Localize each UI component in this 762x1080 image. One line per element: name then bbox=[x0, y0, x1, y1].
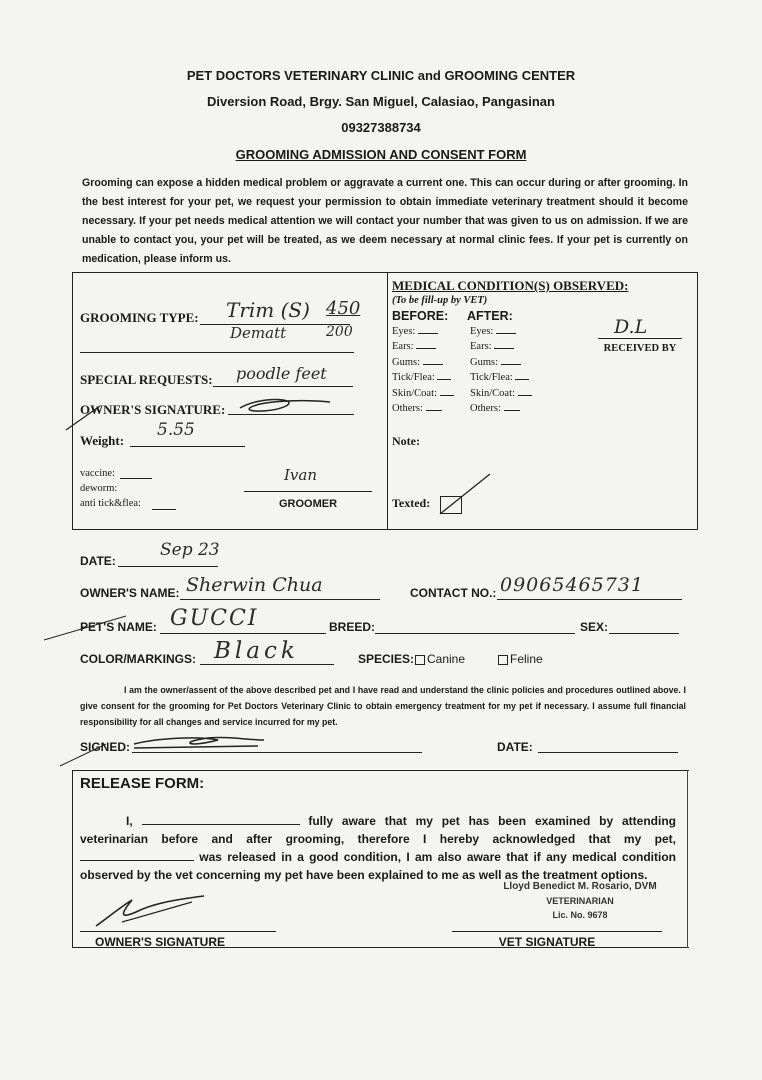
grooming-extra-line bbox=[80, 352, 354, 353]
sex-line bbox=[609, 633, 679, 634]
contact-value: 09065465731 bbox=[500, 574, 644, 596]
weight-label: Weight: bbox=[80, 433, 125, 448]
vet-stamp-license: Lic. No. 9678 bbox=[552, 910, 608, 920]
groomer-value: Ivan bbox=[284, 466, 318, 484]
release-pet-name-blank[interactable] bbox=[80, 860, 194, 861]
breed-label: BREED: bbox=[329, 620, 376, 634]
anti-tick-label: anti tick&flea: bbox=[80, 498, 141, 509]
box-divider bbox=[387, 272, 388, 530]
pet-name-value: GUCCI bbox=[170, 606, 259, 631]
grooming-type-value-1: Trim (S) bbox=[226, 298, 310, 322]
received-by-label: RECEIVED BY bbox=[603, 343, 677, 354]
received-by-value: D.L bbox=[614, 316, 648, 338]
after-label: AFTER: bbox=[467, 309, 513, 323]
canine-label: Canine bbox=[427, 652, 466, 666]
breed-line bbox=[375, 633, 575, 634]
color-line bbox=[200, 664, 334, 665]
clinic-address: Diversion Road, Brgy. San Miguel, Calasiao, Pangasinan bbox=[207, 94, 555, 109]
medical-title: MEDICAL CONDITION(S) OBSERVED: bbox=[392, 278, 629, 293]
contact-label: CONTACT NO.: bbox=[410, 586, 497, 600]
owner-name-label: OWNER'S NAME: bbox=[80, 586, 180, 600]
canine-checkbox[interactable] bbox=[415, 655, 425, 665]
before-item: Gums: bbox=[392, 357, 472, 372]
owner-name-line bbox=[180, 599, 380, 600]
before-item: Ears: bbox=[392, 341, 472, 356]
signed-signature bbox=[58, 728, 278, 770]
after-item: Tick/Flea: bbox=[470, 372, 550, 387]
pet-name-line bbox=[160, 633, 326, 634]
grooming-price-2: 200 bbox=[326, 324, 353, 340]
after-list bbox=[470, 326, 550, 418]
form-title: GROOMING ADMISSION AND CONSENT FORM bbox=[235, 147, 527, 162]
groomer-label: GROOMER bbox=[278, 498, 338, 510]
texted-label: Texted: bbox=[392, 496, 431, 510]
note-label: Note: bbox=[392, 434, 420, 448]
release-title: RELEASE FORM: bbox=[80, 775, 205, 792]
after-item: Eyes: bbox=[470, 326, 550, 341]
consent-paragraph: I am the owner/assent of the above described pet and I have read and understand the clinic policies and procedures outlined above. I give consent for the grooming for Pet Doctors Veterinary Clinic to obtain emergency treatment for my pet if necessary. I assume full financial responsibility for all changes and service incurred for my pet. bbox=[80, 685, 686, 727]
before-item: Eyes: bbox=[392, 326, 472, 341]
color-label: COLOR/MARKINGS: bbox=[80, 652, 196, 666]
after-item: Ears: bbox=[470, 341, 550, 356]
medical-subtitle: (To be fill-up by VET) bbox=[392, 295, 488, 306]
before-item: Skin/Coat: bbox=[392, 388, 472, 403]
special-requests-value: poodle feet bbox=[236, 364, 327, 383]
form-title-wrap bbox=[0, 146, 762, 164]
vet-signature-caption: VET SIGNATURE bbox=[498, 935, 596, 949]
clinic-phone: 09327388734 bbox=[341, 120, 421, 135]
signed-label: SIGNED: bbox=[80, 740, 131, 754]
signed-date-line bbox=[538, 752, 678, 753]
texted-check-mark bbox=[436, 470, 496, 518]
before-item: Tick/Flea: bbox=[392, 372, 472, 387]
vet-stamp-name: Lloyd Benedict M. Rosario, DVM bbox=[503, 881, 657, 892]
vaccine-line bbox=[120, 478, 152, 479]
feline-label: Feline bbox=[510, 652, 543, 666]
before-item: Others: bbox=[392, 403, 472, 418]
weight-value: 5.55 bbox=[157, 420, 195, 440]
vet-stamp-title: VETERINARIAN bbox=[546, 896, 614, 906]
clinic-name: PET DOCTORS VETERINARY CLINIC and GROOMING CENTER bbox=[186, 68, 576, 83]
vet-stamp bbox=[470, 880, 690, 922]
after-item: Skin/Coat: bbox=[470, 388, 550, 403]
owner-signature-caption: OWNER'S SIGNATURE bbox=[95, 935, 225, 949]
color-value: Black bbox=[214, 638, 299, 664]
intro-paragraph: Grooming can expose a hidden medical problem or aggravate a current one. This can occur during or after grooming. In the best interest for your pet, we request your permission to obtain immediate veterinary treatment should it become necessary. If your pet needs medical attention we will contact your number that was given to us on admission. If we are unable to contact you, your pet will be treated, as we deem necessary at normal clinic fees. If your pet is currently on medication, please inform us. bbox=[82, 177, 688, 265]
groomer-line bbox=[244, 491, 372, 492]
release-paragraph bbox=[80, 812, 676, 884]
before-list bbox=[392, 326, 472, 418]
grooming-type-label: GROOMING TYPE: bbox=[80, 310, 199, 325]
contact-line bbox=[497, 599, 682, 600]
release-owner-signature bbox=[92, 892, 212, 932]
release-text-part2: was released in a good condition, I am also aware that if any medical condition observed by the vet concerning my pet have been explained to me as well as the treatment options. bbox=[80, 850, 677, 882]
grooming-type-value-2: Dematt bbox=[230, 324, 287, 342]
weight-line bbox=[130, 446, 245, 447]
received-by-line bbox=[598, 338, 682, 339]
release-i-label: I, bbox=[126, 814, 133, 828]
before-label: BEFORE: bbox=[392, 309, 449, 323]
after-item: Others: bbox=[470, 403, 550, 418]
date-label: DATE: bbox=[80, 554, 116, 568]
sex-label: SEX: bbox=[580, 620, 609, 634]
date-line bbox=[118, 566, 218, 567]
vet-signature-line bbox=[452, 931, 662, 932]
release-owner-name-blank[interactable] bbox=[142, 824, 300, 825]
deworm-label: deworm: bbox=[80, 483, 118, 494]
date-value: Sep 23 bbox=[160, 540, 220, 560]
pet-name-label: PET'S NAME: bbox=[80, 620, 157, 634]
species-label: SPECIES: bbox=[358, 652, 415, 666]
feline-checkbox[interactable] bbox=[498, 655, 508, 665]
signed-date-label: DATE: bbox=[497, 740, 533, 754]
owner-signature-label: OWNER'S SIGNATURE: bbox=[80, 402, 226, 417]
after-item: Gums: bbox=[470, 357, 550, 372]
release-owner-signature-line bbox=[80, 931, 276, 932]
owner-name-value: Sherwin Chua bbox=[186, 574, 323, 596]
release-text-part1: fully aware that my pet has been examined by attending veterinarian before and after grooming, therefore I hereby acknowledged that my pet, bbox=[80, 814, 676, 846]
special-requests-label: SPECIAL REQUESTS: bbox=[80, 372, 213, 387]
special-requests-line bbox=[213, 386, 353, 387]
pet-name-stroke bbox=[40, 612, 130, 642]
anti-tick-line bbox=[152, 509, 176, 510]
vaccine-label: vaccine: bbox=[80, 468, 115, 479]
grooming-price-1: 450 bbox=[326, 298, 361, 319]
